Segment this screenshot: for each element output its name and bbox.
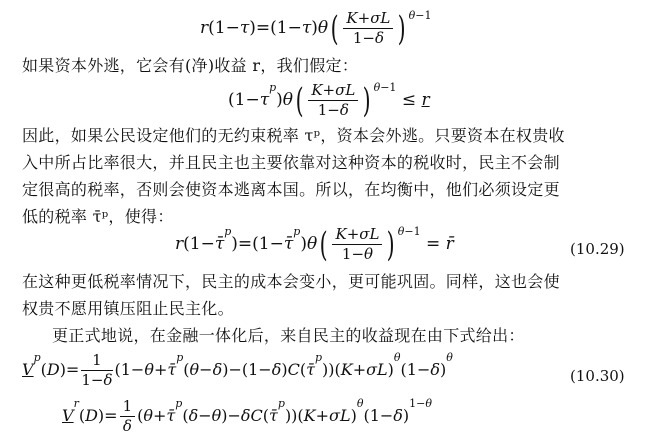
equation-10-30: $V^p(D)=$ $\frac{1}{1-\delta}$ $(1-\theta+\taū^p(\theta-\delta)-(1-\delta)C(\taū^p))(K+\sigma L)^\theta(1-\delta)^\theta$ bbox=[22, 351, 453, 389]
equation-number-10-30: (10.30) bbox=[570, 367, 625, 385]
equation-number-10-29: (10.29) bbox=[570, 240, 625, 258]
paragraph-capital-flight: 如果资本外逃，它会有(净)收益 r，我们假定： bbox=[22, 56, 359, 75]
paragraph-tax-rate-4: 低的税率 τ̄ᵖ，使得： bbox=[22, 207, 174, 226]
equation-1: r(1−τ)=(1−τ)θ( $\frac{K+\sigma L}{1-\delta}$ ) $^{\theta-1}$ bbox=[200, 8, 432, 49]
equation-vr: $V^r(D)=$ $\frac{1}{\delta}$ $(\theta+\taū^p(\delta-\theta)-\delta C(\taū^p))(K+\sigma L)^\theta(1-\delta)^{1-\theta}$ bbox=[62, 397, 433, 435]
equation-10-29: r(1−τ̄$^p$)=(1−τ̄$^p$)θ( $\frac{K+\sigma L}{1-\theta}$ ) $^{\theta-1}$ = r̄ bbox=[175, 224, 454, 265]
paragraph-tax-rate-1: 因此，如果公民设定他们的无约束税率 τᵖ，资本会外逃。只要资本在权贵收 bbox=[22, 126, 565, 145]
paragraph-lower-tax-1: 在这种更低税率情况下，民主的成本会变小，更可能巩固。同样，这也会使 bbox=[22, 272, 560, 291]
paragraph-tax-rate-3: 定很高的税率，否则会使资本逃离本国。所以，在均衡中，他们必须设定更 bbox=[22, 180, 560, 199]
paragraph-tax-rate-2: 入中所占比率很大，并且民主也主要依靠对这种资本的税收时，民主不会制 bbox=[22, 153, 560, 172]
equation-2: $(1-\tau^p)\theta$( $\frac{K+\sigma L}{1-\delta}$ ) $^{\theta-1}$ ≤ r bbox=[228, 80, 430, 121]
paragraph-lower-tax-2: 权贵不愿用镇压阻止民主化。 bbox=[22, 299, 234, 318]
paragraph-formal: 更正式地说，在金融一体化后，来自民主的收益现在由下式给出： bbox=[52, 326, 525, 345]
